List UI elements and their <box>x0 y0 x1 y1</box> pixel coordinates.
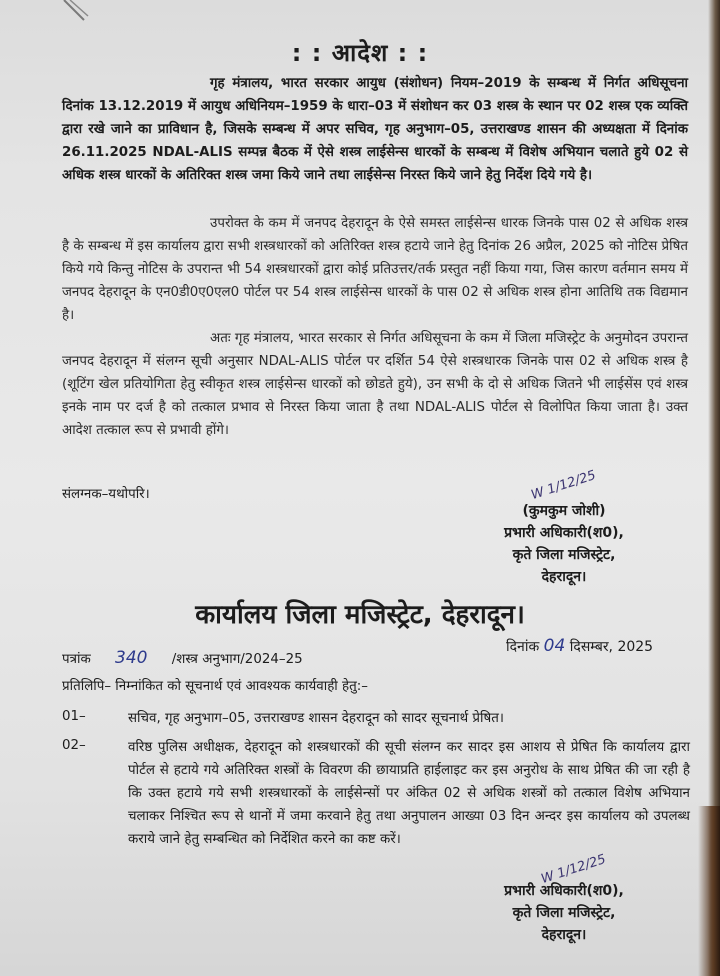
signatory-place: देहरादून। <box>541 569 587 585</box>
office-title: कार्यालय जिला मजिस्ट्रेट, देहरादून। <box>195 600 525 630</box>
copy-item-number: 02– <box>62 738 86 753</box>
signatory-place: देहरादून। <box>541 927 587 943</box>
copy-item-number: 01– <box>62 709 86 724</box>
copy-line: प्रतिलिपि– निम्नांकित को सूचनार्थ एवं आवश्यक कार्यवाही हेतु:– <box>62 679 368 694</box>
signatory-for: कृते जिला मजिस्ट्रेट, <box>512 547 616 563</box>
handwritten-initials: W 1/12/25 <box>539 851 608 888</box>
date-line <box>506 636 653 656</box>
date-label: दिनांक <box>506 639 540 655</box>
background-object <box>698 806 720 976</box>
signatory-name: (कुमकुम जोशी) <box>522 503 606 519</box>
order-paragraph-3: अतः गृह मंत्रालय, भारत सरकार से निर्गत अधिसूचना के कम में जिला मजिस्ट्रेट के अनुमोदन उपरान्त जनपद देहरादून में संलग्न सूची अनुसार NDAL-ALIS पोर्टल पर दर्शित 54 ऐसे शस्त्रधारक जिनके पास 02 से अधिक शस्त्र है (शूटिंग खेल प्रतियोगिता हेतु स्वीकृत शस्त्र लाईसेन्स धारकों को छोडते हुये), उन सभी के दो से अधिक जितने भी लाईसेंस एवं शस्त्र इनके नाम पर दर्ज है को तत्काल प्रभाव से निरस्त किया जाता है तथा NDAL-ALIS पोर्टल से विलोपित किया जाता है। उक्त आदेश तत्काल रूप से प्रभावी होंगे। <box>62 331 688 438</box>
signatory-for: कृते जिला मजिस्ट्रेट, <box>512 905 616 921</box>
letter-number-line <box>62 648 303 668</box>
date-day: 04 <box>543 636 566 656</box>
copy-item-text: वरिष्ठ पुलिस अधीक्षक, देहरादून को शस्त्रधारकों की सूची संलग्न कर सादर इस आशय से प्रेषित कि कार्यालय द्वारा पोर्टल से हटाये गये अतिरिक्त शस्त्रों के विवरण की छायाप्रति हाईलाइट कर इस अनुरोध के साथ प्रेषित की जा रही है कि उक्त हटाये गये सभी शस्त्रधारकों के लाईसेन्सों पर अंकित 02 से अधिक शस्त्रों को तत्काल विशेष अभियान चलाकर निश्चित रूप से थानों में जमा करवाने हेतु तथा अनुपालन आख्या 03 दिन अन्दर इस कार्यालय को उपलब्ध कराये जाने हेतु सम्बन्धित को निर्देशित करने का कष्ट करें। <box>128 740 690 847</box>
date-rest: दिसम्बर, 2025 <box>569 639 654 655</box>
staple-mark <box>62 0 92 22</box>
copy-item-text: सचिव, गृह अनुभाग–05, उत्तराखण्ड शासन देहरादून को सादर सूचनार्थ प्रेषित। <box>128 711 504 726</box>
letter-suffix: /शस्त्र अनुभाग/2024–25 <box>171 652 303 667</box>
signatory-designation: प्रभारी अधिकारी(श0), <box>504 525 624 541</box>
signatory-designation: प्रभारी अधिकारी(श0), <box>504 883 624 899</box>
signature-block-2 <box>482 880 646 946</box>
enclosure-note: संलग्नक–यथोपरि। <box>62 487 150 502</box>
handwritten-initials: W 1/12/25 <box>529 467 598 504</box>
letter-prefix: पत्रांक <box>62 652 91 667</box>
order-heading: : : आदेश : : <box>291 39 429 67</box>
order-paragraph-2: उपरोक्त के कम में जनपद देहरादून के ऐसे समस्त लाईसेन्स धारक जिनके पास 02 से अधिक शस्त्र है के सम्बन्ध में इस कार्यालय द्वारा सभी शस्त्रधारकों को अतिरिक्त शस्त्र हटाये जाने हेतु दिनांक 26 अप्रैल, 2025 को नोटिस प्रेषित किये गये किन्तु नोटिस के उपरान्त भी 54 शस्त्रधारकों द्वारा कोई प्रतिउत्तर/तर्क प्रस्तुत नहीं किया गया, जिस कारण वर्तमान समय में जनपद देहरादून के एन0डी0ए0एल0 पोर्टल पर 54 शस्त्र लाईसेन्स धारकों के पास 02 से अधिक शस्त्र होना आतिथि तक विद्यमान है। <box>62 216 688 323</box>
letter-number: 340 <box>115 648 148 668</box>
order-paragraph-1: गृह मंत्रालय, भारत सरकार आयुध (संशोधन) नियम–2019 के सम्बन्ध में निर्गत अधिसूचना दिनांक 13.12.2019 में आयुध अधिनियम–1959 के धारा–03 में संशोधन कर 03 शस्त्र के स्थान पर 02 शस्त्र एक व्यक्ति द्वारा रखे जाने का प्राविधान है, जिसके सम्बन्ध में अपर सचिव, गृह अनुभाग–05, उत्तराखण्ड शासन की अध्यक्षता में दिनांक 26.11.2025 NDAL-ALIS सम्पन्न बैठक में ऐसे शस्त्र लाईसेन्स धारकों के सम्बन्ध में विशेष अभियान चलाते हुये 02 से अधिक शस्त्र धारकों के अतिरिक्त शस्त्र जमा किये जाने तथा लाईसेन्स निरस्त किये जाने हेतु निर्देश दिये गये है। <box>62 76 688 183</box>
signature-block-1 <box>484 500 644 588</box>
